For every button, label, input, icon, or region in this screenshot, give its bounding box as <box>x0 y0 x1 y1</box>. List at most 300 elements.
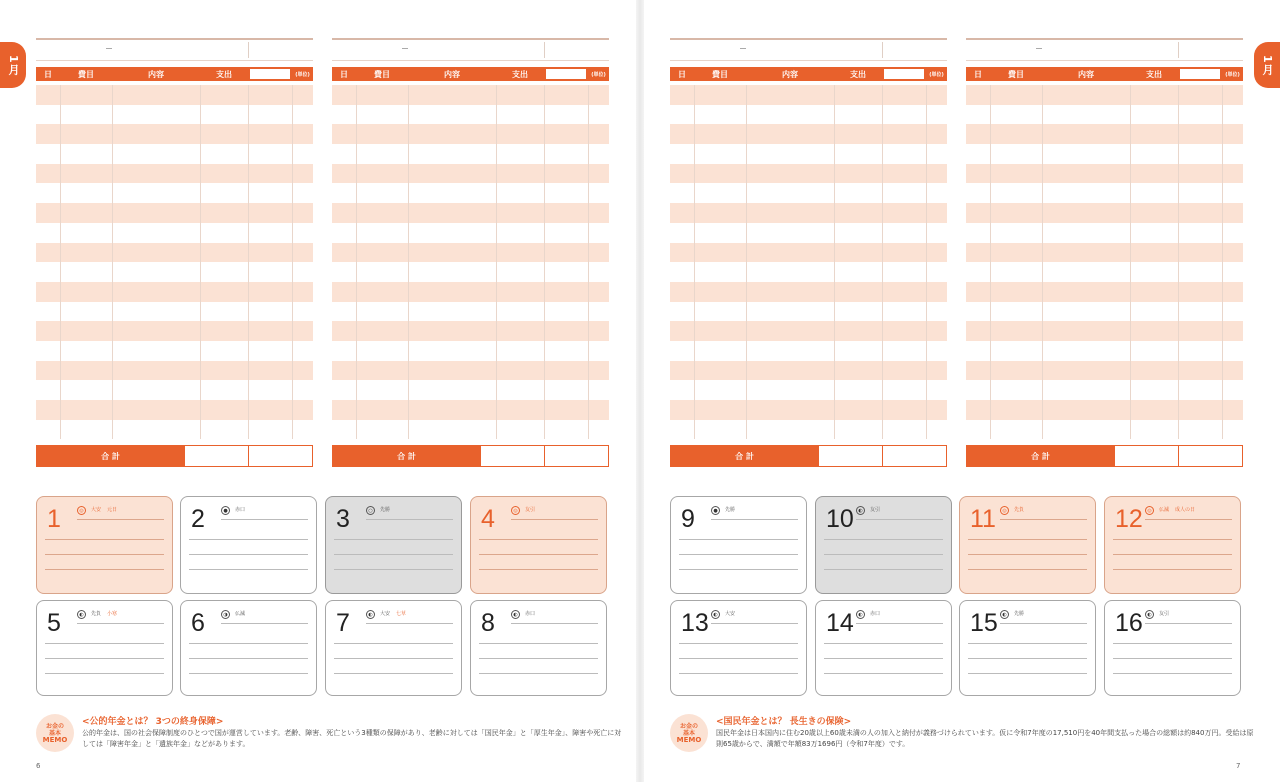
dash-mark <box>106 48 112 49</box>
writing-line <box>679 643 798 644</box>
ledger-row[interactable] <box>966 144 1243 164</box>
page-gutter <box>636 0 644 782</box>
writing-lines <box>334 539 453 584</box>
writing-lines <box>824 539 943 584</box>
writing-line <box>189 569 308 570</box>
weather-mark-icon: ◐ <box>366 610 375 619</box>
ledger-row[interactable] <box>966 124 1243 144</box>
ledger-header <box>332 67 609 81</box>
weather-mark-icon: ◐ <box>1000 610 1009 619</box>
ledger-row[interactable] <box>670 144 947 164</box>
ledger-row[interactable] <box>670 105 947 125</box>
ledger-1 <box>36 38 313 467</box>
ledger-row[interactable] <box>966 203 1243 223</box>
dash-mark <box>402 48 408 49</box>
ledger-total <box>670 445 947 467</box>
column-line <box>926 85 927 439</box>
ledger-row[interactable] <box>670 380 947 400</box>
writing-line <box>189 554 308 555</box>
ledger-row[interactable] <box>966 243 1243 263</box>
rokuyo-label: 先勝 <box>725 507 736 513</box>
writing-line <box>679 554 798 555</box>
ledger-row[interactable] <box>36 282 313 302</box>
day-box-9[interactable] <box>670 496 807 594</box>
header-item: 費目 <box>374 69 390 79</box>
ledger-row[interactable] <box>36 262 313 282</box>
day-box-5[interactable] <box>36 600 173 696</box>
title-line <box>856 623 943 624</box>
writing-line <box>824 658 943 659</box>
ledger-row[interactable] <box>36 243 313 263</box>
writing-line <box>189 658 308 659</box>
column-line <box>588 85 589 439</box>
ledger-row[interactable] <box>36 341 313 361</box>
header-unit: (単位) <box>295 71 310 78</box>
writing-line <box>1113 539 1232 540</box>
rokuyo-label: 先負 <box>1014 507 1025 513</box>
rokuyo-label: 先勝 <box>380 507 391 513</box>
total-cell[interactable] <box>1114 446 1178 466</box>
writing-lines <box>189 539 308 584</box>
header-item: 費目 <box>712 69 728 79</box>
ledger-row[interactable] <box>670 262 947 282</box>
weather-mark-icon: ◎ <box>1145 506 1154 515</box>
day-box-2[interactable] <box>180 496 317 594</box>
title-line <box>77 519 164 520</box>
rokuyo-label: 大安 <box>725 611 736 617</box>
total-cell[interactable] <box>544 446 608 466</box>
ledger-row[interactable] <box>332 361 609 381</box>
ledger-rows <box>332 85 609 439</box>
ledger-total <box>332 445 609 467</box>
ledger-row[interactable] <box>966 282 1243 302</box>
day-number: 9 <box>681 505 695 533</box>
total-label: 合 計 <box>967 446 1114 466</box>
day-box-1[interactable] <box>36 496 173 594</box>
rokuyo-label: 先負 <box>91 611 102 617</box>
writing-line <box>334 569 453 570</box>
weather-mark-icon: ◎ <box>1000 506 1009 515</box>
header-blank-box[interactable] <box>1180 69 1220 79</box>
writing-line <box>968 643 1087 644</box>
column-line <box>1178 85 1179 439</box>
ledger-row[interactable] <box>332 243 609 263</box>
header-unit: (単位) <box>1225 71 1240 78</box>
header-content: 内容 <box>444 69 460 79</box>
writing-lines <box>45 643 164 688</box>
writing-line <box>824 554 943 555</box>
writing-line <box>968 554 1087 555</box>
ledger-row[interactable] <box>332 282 609 302</box>
writing-line <box>679 673 798 674</box>
ledger-row[interactable] <box>332 85 609 105</box>
ledger-row[interactable] <box>36 124 313 144</box>
ledger-row[interactable] <box>332 183 609 203</box>
day-number: 1 <box>47 505 61 533</box>
ledger-row[interactable] <box>36 223 313 243</box>
total-cell[interactable] <box>248 446 312 466</box>
ledger-row[interactable] <box>332 321 609 341</box>
day-number: 4 <box>481 505 495 533</box>
ledger-row[interactable] <box>332 262 609 282</box>
day-number: 12 <box>1115 505 1143 533</box>
title-line <box>511 519 598 520</box>
weather-mark-icon: ● <box>221 506 230 515</box>
day-box-11[interactable] <box>959 496 1096 594</box>
rokuyo-label: 赤口 <box>235 507 246 513</box>
writing-lines <box>479 643 598 688</box>
writing-line <box>479 673 598 674</box>
holiday-label: 成人の日 <box>1175 507 1196 513</box>
day-number: 14 <box>826 609 854 637</box>
ledger-row[interactable] <box>966 105 1243 125</box>
header-expense: 支出 <box>1146 69 1162 79</box>
ledger-date-line <box>36 38 313 61</box>
ledger-row[interactable] <box>36 144 313 164</box>
writing-line <box>334 658 453 659</box>
ledger-row[interactable] <box>332 144 609 164</box>
ledger-row[interactable] <box>36 400 313 420</box>
weather-mark-icon: ◑ <box>221 610 230 619</box>
ledger-row[interactable] <box>670 302 947 322</box>
day-number: 8 <box>481 609 495 637</box>
ledger-row[interactable] <box>670 400 947 420</box>
memo-body: 公的年金は、国の社会保障制度のひとつで国が運営しています。老齢、障害、死亡という3種類の保障があり、老齢に対しては「国民年金」と「厚生年金」、障害や死亡に対しては「障害年金」と「遺族年金」などがあります。 <box>82 729 622 748</box>
weather-mark-icon: ◐ <box>711 610 720 619</box>
header-expense: 支出 <box>850 69 866 79</box>
memo-badge-line3: MEMO <box>676 735 702 744</box>
column-line <box>292 85 293 439</box>
column-line <box>1042 85 1043 439</box>
ledger-row[interactable] <box>670 223 947 243</box>
ledger-row[interactable] <box>670 361 947 381</box>
writing-line <box>968 569 1087 570</box>
header-blank-box[interactable] <box>250 69 290 79</box>
writing-line <box>45 673 164 674</box>
ledger-row[interactable] <box>332 302 609 322</box>
writing-line <box>334 643 453 644</box>
day-number: 7 <box>336 609 350 637</box>
column-line <box>990 85 991 439</box>
writing-line <box>1113 673 1232 674</box>
page-number-right: 7 <box>1236 762 1241 770</box>
weather-mark-icon: ◎ <box>511 506 520 515</box>
writing-line <box>968 658 1087 659</box>
ledger-row[interactable] <box>332 223 609 243</box>
ledger-row[interactable] <box>966 380 1243 400</box>
month-tab-right: 1月 <box>1254 42 1280 88</box>
rokuyo-label: 赤口 <box>525 611 536 617</box>
title-line <box>77 623 164 624</box>
title-line <box>366 623 453 624</box>
day-number: 3 <box>336 505 350 533</box>
header-day: 日 <box>340 69 348 79</box>
ledger-rows <box>36 85 313 439</box>
header-content: 内容 <box>148 69 164 79</box>
writing-line <box>479 658 598 659</box>
writing-lines <box>189 643 308 688</box>
ledger-row[interactable] <box>36 203 313 223</box>
day-box-10[interactable] <box>815 496 952 594</box>
day-box-7[interactable] <box>325 600 462 696</box>
writing-line <box>45 554 164 555</box>
rokuyo-label: 友引 <box>525 507 536 513</box>
memo-badge-line2: 基本 <box>682 729 695 737</box>
column-line <box>496 85 497 439</box>
header-blank-box[interactable] <box>884 69 924 79</box>
rokuyo-label: 赤口 <box>870 611 881 617</box>
column-line <box>1222 85 1223 439</box>
title-line <box>1000 623 1087 624</box>
total-label: 合 計 <box>671 446 818 466</box>
divider <box>248 42 249 58</box>
header-content: 内容 <box>1078 69 1094 79</box>
holiday-label: 七草 <box>396 611 407 617</box>
writing-line <box>968 673 1087 674</box>
ledger-row[interactable] <box>36 420 313 440</box>
ledger-total <box>36 445 313 467</box>
total-cell[interactable] <box>480 446 544 466</box>
writing-line <box>45 643 164 644</box>
ledger-date-line <box>670 38 947 61</box>
ledger-row[interactable] <box>670 183 947 203</box>
column-line <box>60 85 61 439</box>
day-number: 10 <box>826 505 854 533</box>
ledger-date-line <box>332 38 609 61</box>
rokuyo-label: 友引 <box>1159 611 1170 617</box>
page-number-left: 6 <box>36 762 41 770</box>
title-line <box>711 519 798 520</box>
holiday-label: 小寒 <box>107 611 118 617</box>
day-number: 5 <box>47 609 61 637</box>
day-box-15[interactable] <box>959 600 1096 696</box>
writing-line <box>479 643 598 644</box>
writing-line <box>334 539 453 540</box>
day-box-16[interactable] <box>1104 600 1241 696</box>
weather-mark-icon: ◎ <box>77 506 86 515</box>
column-line <box>882 85 883 439</box>
writing-line <box>679 658 798 659</box>
header-expense: 支出 <box>216 69 232 79</box>
ledger-row[interactable] <box>36 105 313 125</box>
column-line <box>746 85 747 439</box>
writing-line <box>679 569 798 570</box>
ledger-row[interactable] <box>966 321 1243 341</box>
ledger-row[interactable] <box>670 321 947 341</box>
ledger-row[interactable] <box>36 302 313 322</box>
column-line <box>356 85 357 439</box>
ledger-row[interactable] <box>332 400 609 420</box>
column-line <box>1130 85 1131 439</box>
ledger-row[interactable] <box>36 164 313 184</box>
writing-line <box>45 539 164 540</box>
ledger-row[interactable] <box>36 361 313 381</box>
ledger-row[interactable] <box>966 302 1243 322</box>
writing-line <box>824 643 943 644</box>
ledger-row[interactable] <box>670 203 947 223</box>
writing-line <box>334 673 453 674</box>
ledger-row[interactable] <box>966 183 1243 203</box>
ledger-rows <box>670 85 947 439</box>
ledger-row[interactable] <box>332 124 609 144</box>
memo-badge-line1: お金の <box>679 722 698 730</box>
ledger-row[interactable] <box>36 321 313 341</box>
header-item: 費目 <box>1008 69 1024 79</box>
ledger-row[interactable] <box>670 164 947 184</box>
title-line <box>221 623 308 624</box>
writing-line <box>824 673 943 674</box>
divider <box>1178 42 1179 58</box>
writing-line <box>189 673 308 674</box>
rokuyo-label: 仏滅 <box>235 611 246 617</box>
ledger-row[interactable] <box>966 341 1243 361</box>
ledger-row[interactable] <box>332 203 609 223</box>
weather-mark-icon: ○ <box>366 506 375 515</box>
day-number: 2 <box>191 505 205 533</box>
ledger-rows <box>966 85 1243 439</box>
day-box-14[interactable] <box>815 600 952 696</box>
column-line <box>112 85 113 439</box>
rokuyo-label: 友引 <box>870 507 881 513</box>
ledger-row[interactable] <box>36 183 313 203</box>
total-cell[interactable] <box>1178 446 1242 466</box>
memo-badge-line2: 基本 <box>48 729 61 737</box>
writing-line <box>189 539 308 540</box>
title-line <box>856 519 943 520</box>
ledger-row[interactable] <box>966 85 1243 105</box>
ledger-row[interactable] <box>966 361 1243 381</box>
day-box-8[interactable] <box>470 600 607 696</box>
ledger-row[interactable] <box>332 420 609 440</box>
writing-line <box>1113 569 1232 570</box>
writing-line <box>824 539 943 540</box>
ledger-row[interactable] <box>332 380 609 400</box>
writing-line <box>189 643 308 644</box>
title-line <box>711 623 798 624</box>
header-expense: 支出 <box>512 69 528 79</box>
ledger-row[interactable] <box>670 124 947 144</box>
ledger-row[interactable] <box>670 85 947 105</box>
day-box-4[interactable] <box>470 496 607 594</box>
column-line <box>694 85 695 439</box>
ledger-row[interactable] <box>670 341 947 361</box>
title-line <box>1145 519 1232 520</box>
dash-mark <box>1036 48 1042 49</box>
ledger-row[interactable] <box>332 341 609 361</box>
weather-mark-icon: ◐ <box>856 506 865 515</box>
header-day: 日 <box>678 69 686 79</box>
writing-line <box>968 539 1087 540</box>
ledger-row[interactable] <box>966 223 1243 243</box>
writing-line <box>479 569 598 570</box>
ledger-row[interactable] <box>966 400 1243 420</box>
ledger-row[interactable] <box>670 243 947 263</box>
writing-line <box>824 569 943 570</box>
writing-lines <box>968 539 1087 584</box>
ledger-row[interactable] <box>670 420 947 440</box>
day-box-3[interactable] <box>325 496 462 594</box>
ledger-row[interactable] <box>36 380 313 400</box>
memo-badge <box>36 714 74 752</box>
title-line <box>221 519 308 520</box>
writing-line <box>679 539 798 540</box>
ledger-row[interactable] <box>332 105 609 125</box>
day-box-13[interactable] <box>670 600 807 696</box>
memo-title: <公的年金とは？ 3つの終身保障> <box>82 717 224 727</box>
total-cell[interactable] <box>818 446 882 466</box>
day-number: 6 <box>191 609 205 637</box>
ledger-row[interactable] <box>966 164 1243 184</box>
ledger-header <box>670 67 947 81</box>
day-box-6[interactable] <box>180 600 317 696</box>
header-item: 費目 <box>78 69 94 79</box>
writing-line <box>334 554 453 555</box>
writing-line <box>45 658 164 659</box>
day-number: 16 <box>1115 609 1143 637</box>
rokuyo-label: 仏滅 <box>1159 507 1170 513</box>
weather-mark-icon: ◐ <box>1145 610 1154 619</box>
month-tab-left: 1月 <box>0 42 26 88</box>
column-line <box>200 85 201 439</box>
ledger-2 <box>332 38 609 467</box>
divider <box>882 42 883 58</box>
memo-badge <box>670 714 708 752</box>
writing-lines <box>1113 643 1232 688</box>
writing-line <box>1113 554 1232 555</box>
memo-title: <国民年金とは？ 長生きの保険> <box>716 717 852 727</box>
ledger-row[interactable] <box>966 262 1243 282</box>
divider <box>544 42 545 58</box>
header-day: 日 <box>974 69 982 79</box>
writing-lines <box>679 643 798 688</box>
title-line <box>1145 623 1232 624</box>
rokuyo-label: 先勝 <box>1014 611 1025 617</box>
header-blank-box[interactable] <box>546 69 586 79</box>
day-number: 13 <box>681 609 709 637</box>
day-box-12[interactable] <box>1104 496 1241 594</box>
header-content: 内容 <box>782 69 798 79</box>
ledger-4 <box>966 38 1243 467</box>
header-day: 日 <box>44 69 52 79</box>
column-line <box>408 85 409 439</box>
writing-lines <box>479 539 598 584</box>
ledger-row[interactable] <box>966 420 1243 440</box>
weather-mark-icon: ◐ <box>77 610 86 619</box>
writing-lines <box>679 539 798 584</box>
writing-lines <box>1113 539 1232 584</box>
column-line <box>834 85 835 439</box>
ledger-row[interactable] <box>332 164 609 184</box>
header-unit: (単位) <box>591 71 606 78</box>
ledger-row[interactable] <box>36 85 313 105</box>
rokuyo-label: 大安 <box>380 611 391 617</box>
column-line <box>248 85 249 439</box>
rokuyo-label: 大安 <box>91 507 102 513</box>
title-line <box>1000 519 1087 520</box>
total-label: 合 計 <box>333 446 480 466</box>
title-line <box>366 519 453 520</box>
title-line <box>511 623 598 624</box>
ledger-row[interactable] <box>670 282 947 302</box>
ledger-header <box>966 67 1243 81</box>
total-cell[interactable] <box>184 446 248 466</box>
memo-badge-line1: お金の <box>45 722 64 730</box>
total-cell[interactable] <box>882 446 946 466</box>
day-number: 11 <box>970 505 996 533</box>
weather-mark-icon: ● <box>711 506 720 515</box>
writing-lines <box>824 643 943 688</box>
ledger-header <box>36 67 313 81</box>
